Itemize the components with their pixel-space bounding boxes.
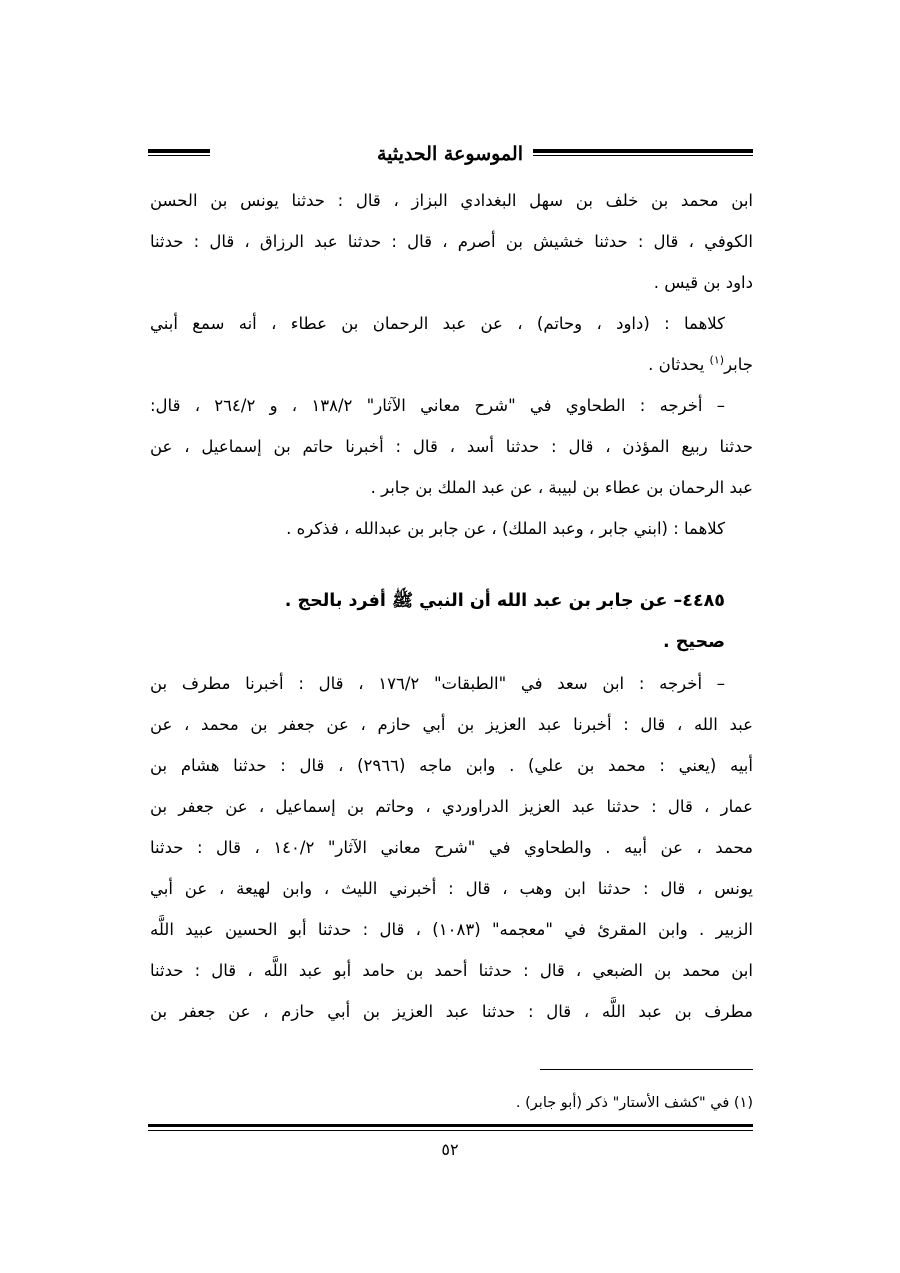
text-line: عمار ، قال : حدثنا عبد العزيز الدراوردي ، وحاتم بن إسماعيل ، عن جعفر بن [150,797,753,816]
text-line: محمد ، عن أبيه . والطحاوي في "شرح معاني الآثار" ١٤٠/٢ ، قال : حدثنا [150,838,753,857]
text-fragment: يحدثان . [648,355,710,374]
text-line: عبد الله ، قال : أخبرنا عبد العزيز بن أبي حازم ، عن جعفر بن محمد ، عن [150,715,753,734]
running-header-title: الموسوعة الحديثية [367,143,533,165]
text-line: يونس ، قال : حدثنا ابن وهب ، قال : أخبرني الليث ، وابن لهيعة ، عن أبي [150,879,753,898]
text-line-with-footnote [150,344,753,385]
text-line: داود بن قيس . [653,273,753,292]
text-fragment: جابر [724,355,753,374]
text-line: كلاهما : (ابني جابر ، وعبد الملك) ، عن جابر بن عبدالله ، فذكره . [286,519,725,538]
text-line: – أخرجه : الطحاوي في "شرح معاني الآثار" ١٣٨/٢ ، و ٢٦٤/٢ ، قال: [150,396,726,415]
text-line: أبيه (يعني : محمد بن علي) . وابن ماجه (٢٩٦٦) ، قال : حدثنا هشام بن [150,756,753,775]
footer-rule [148,1124,753,1131]
hadith-grade: صحيح . [662,632,725,652]
text-line: ابن محمد بن خلف بن سهل البغدادي البزاز ، قال : حدثنا يونس بن الحسن [150,191,753,210]
running-header [0,140,900,168]
main-text [150,180,753,1032]
text-line: ابن محمد بن الضبعي ، قال : حدثنا أحمد بن حامد أبو عبد اللَّه ، قال : حدثنا [150,961,753,980]
footnote-marker[interactable]: (١) [709,353,725,367]
text-line: مطرف بن عبد اللَّه ، قال : حدثنا عبد العزيز بن أبي حازم ، عن جعفر بن [150,1002,753,1021]
footnote-separator [540,1069,753,1070]
text-line: – أخرجه : ابن سعد في "الطبقات" ١٧٦/٢ ، قال : أخبرنا مطرف بن [150,674,725,693]
text-line: كلاهما : (داود ، وحاتم) ، عن عبد الرحمان بن عطاء ، أنه سمع أبني [150,314,725,333]
text-line: عبد الرحمان بن عطاء بن لبيبة ، عن عبد الملك بن جابر . [370,478,753,497]
text-line: الزبير . وابن المقرئ في "معجمه" (١٠٨٣) ، قال : حدثنا أبو الحسين عبيد اللَّه [150,920,753,939]
text-line: حدثنا ربيع المؤذن ، قال : حدثنا أسد ، قال : أخبرنا حاتم بن إسماعيل ، عن [150,437,753,456]
page-number: ٥٢ [441,1140,459,1159]
text-line: الكوفي ، قال : حدثنا خشيش بن أصرم ، قال : حدثنا عبد الرزاق ، قال : حدثنا [150,232,753,251]
hadith-heading: ٤٤٨٥– عن جابر بن عبد الله أن النبي ﷺ أفرد بالحج . [284,591,725,611]
footnote: (١) في "كشف الأستار" ذكر (أبو جابر) . [515,1095,753,1111]
